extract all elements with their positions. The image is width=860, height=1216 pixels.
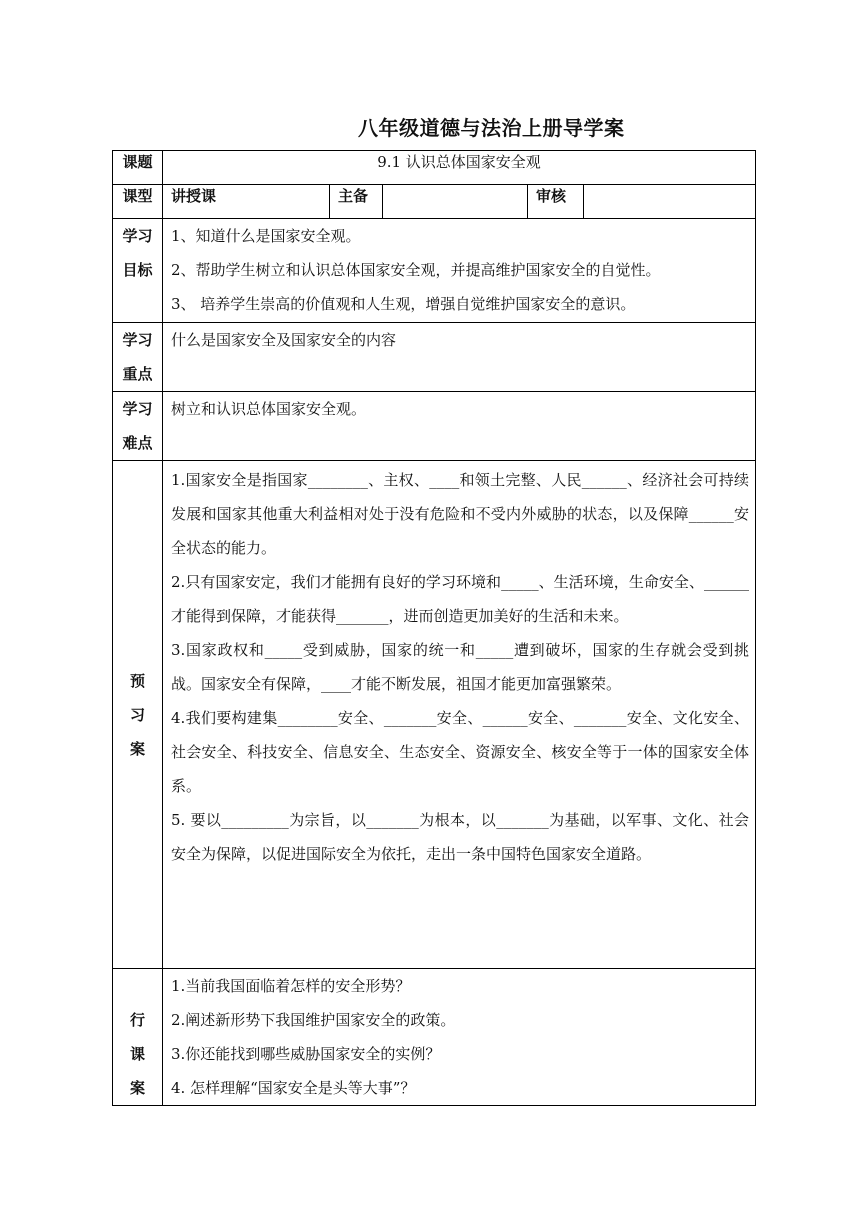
topic-row [113,151,756,185]
goal-item: 3、 培养学生崇高的价值观和人生观，增强自觉维护国家安全的意识。 [171,295,636,313]
preview-paragraph: 5. 要以_________为宗旨，以_______为根本，以_______为基础，以军事、文化、社会安全为保障，以促进国际安全为依托，走出一条中国特色国家安全道路。 [171,811,750,863]
type-value: 讲授课 [163,185,330,219]
practice-content [163,969,756,1106]
practice-question: 4. 怎样理解“国家安全是头等大事”？ [171,1079,416,1097]
review-label: 审核 [528,185,584,219]
difficulties-text: 树立和认识总体国家安全观。 [163,392,756,461]
review-value [584,185,756,219]
preview-paragraph: 1.国家安全是指国家________、主权、____和领土完整、人民______、经济社会可持续发展和国家其他重大利益相对处于没有危险和不受内外威胁的状态，以及保障______安全状态的能力。 [171,471,750,557]
preview-content [163,461,756,969]
topic-value: 9.1 认识总体国家安全观 [163,151,756,185]
goals-content [163,219,756,323]
preview-paragraph: 2.只有国家安定，我们才能拥有良好的学习环境和_____、生活环境，生命安全、______才能得到保障，才能获得_______，进而创造更加美好的生活和未来。 [171,573,750,625]
page-title: 八年级道德与法治上册导学案 [358,116,625,140]
key-points-text: 什么是国家安全及国家安全的内容 [163,323,756,392]
key-points-label: 学习 重点 [113,323,163,392]
goal-item: 1、知道什么是国家安全观。 [171,227,361,245]
goals-row [113,219,756,323]
preview-paragraph: 3.国家政权和_____受到威胁，国家的统一和_____遭到破坏，国家的生存就会受到挑战。国家安全有保障，____才能不断发展，祖国才能更加富强繁荣。 [171,641,750,693]
preview-row [113,461,756,969]
type-row [113,185,756,219]
practice-question: 1.当前我国面临着怎样的安全形势？ [171,977,411,995]
prep-label: 主备 [330,185,383,219]
practice-label: 行 课 案 [113,969,163,1106]
preview-label: 预 习 案 [113,461,163,969]
key-points-row [113,323,756,392]
preview-paragraph: 4.我们要构建集________安全、_______安全、______安全、_______安全、文化安全、社会安全、科技安全、信息安全、生态安全、资源安全、核安全等于一体的国家安全体系。 [171,709,750,795]
goal-item: 2、帮助学生树立和认识总体国家安全观，并提高维护国家安全的自觉性。 [171,261,661,279]
practice-row [113,969,756,1106]
topic-label: 课题 [113,151,163,185]
type-label: 课型 [113,185,163,219]
practice-question: 3.你还能找到哪些威胁国家安全的实例？ [171,1045,441,1063]
prep-value [383,185,528,219]
goals-label: 学习 目标 [113,219,163,323]
difficulties-label: 学习 难点 [113,392,163,461]
lesson-plan-table [112,150,756,1106]
difficulties-row [113,392,756,461]
practice-question: 2.阐述新形势下我国维护国家安全的政策。 [171,1011,456,1029]
